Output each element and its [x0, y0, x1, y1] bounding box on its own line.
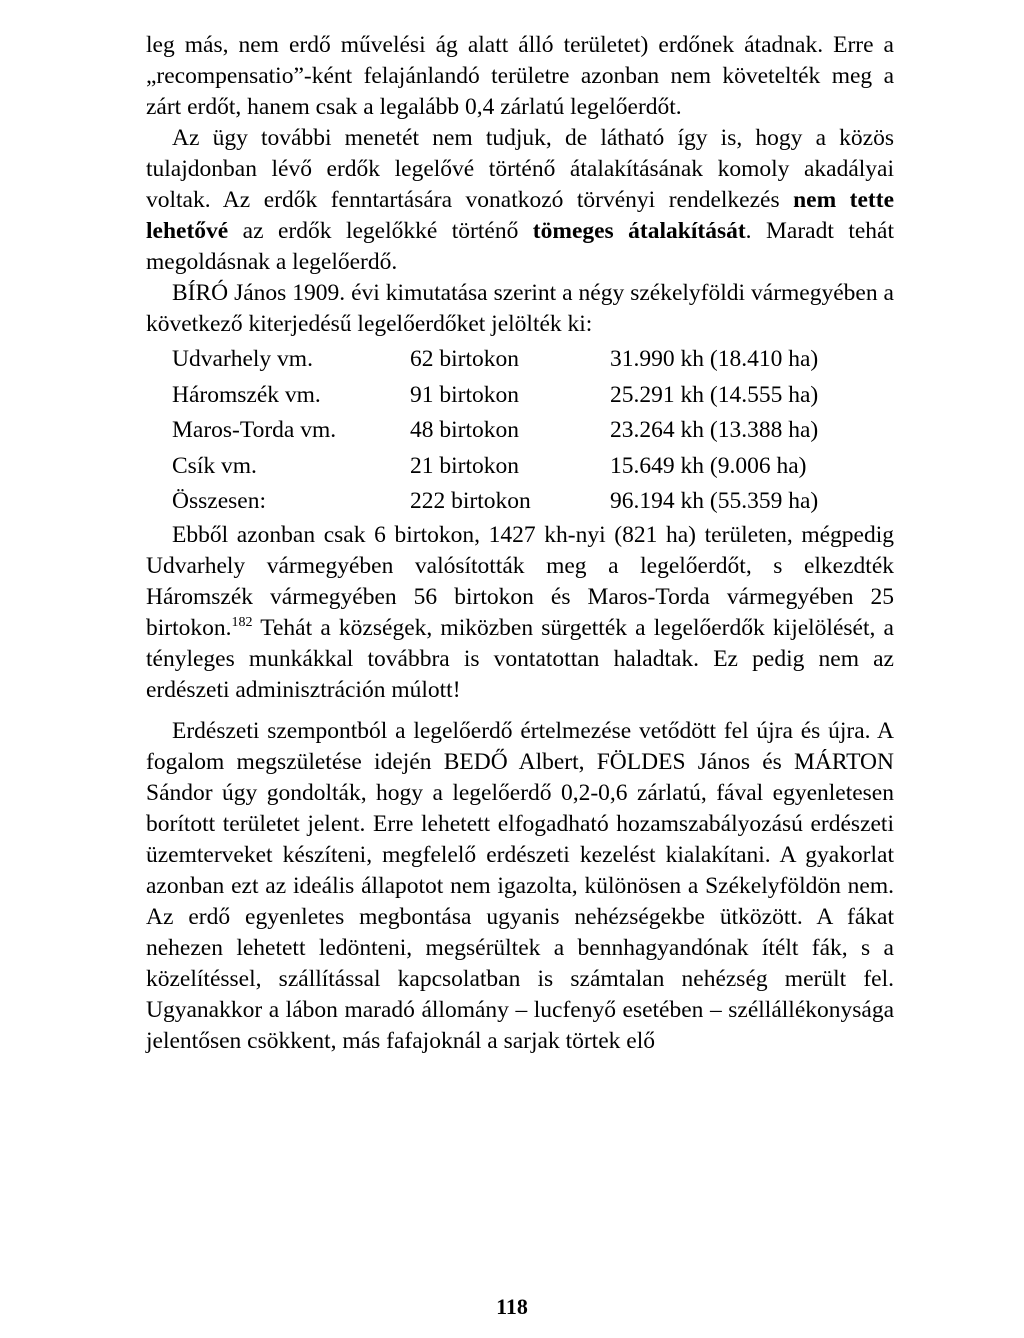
- paragraph-2-bold-2: tömeges átalakítását: [532, 218, 746, 244]
- county-name: Csík vm.: [172, 452, 257, 479]
- area-value: 96.194 kh (55.359 ha): [610, 488, 819, 514]
- table-row: [172, 342, 818, 378]
- area-value: 25.291 kh (14.555 ha): [610, 381, 819, 408]
- estate-count: 222 birtokon: [410, 488, 531, 514]
- area-value: 31.990 kh (18.410 ha): [610, 346, 819, 372]
- footnote-marker: 182: [231, 614, 253, 630]
- page-number: 118: [496, 1294, 528, 1319]
- paragraph-spacer: [146, 706, 894, 716]
- page-body: [146, 30, 894, 1057]
- paragraph-1: leg más, nem erdő művelési ág alatt álló területet) erdőnek átadnak. Erre a „recompensatio”-ként felajánlandó területre azonban nem követelték meg a zárt erdőt, hanem csak a legalább 0,4 zárlatú legelőerdőt.: [146, 32, 894, 120]
- paragraph-5: Erdészeti szempontból a legelőerdő értelmezése vetődött fel újra és újra. A fogalom megszületése idején BEDŐ Albert, FÖLDES János és MÁRTON Sándor úgy gondolták, hogy a legelőerdő 0,2-0,6 zárlatú, fával egyenletesen borított területet jelent. Erre lehetett elfogadható hozamszabályozású erdészeti üzemterveket készíteni, megfelelő erdészeti kezelést kialakítani. A gyakorlat azonban ezt az ideális állapotot nem igazolta, különösen a Székelyföldön nem. Az erdő egyenletes megbontása ugyanis nehézségekbe ütközött. A fákat nehezen lehetett ledönteni, megsérültek a bennhagyandónak ítélt fák, s a közelítéssel, szállítással kapcsolatban is számtalan nehézség merült fel. Ugyanakkor a lábon maradó állomány – lucfenyő esetében – széllállékonysága jelentősen csökkent, más fafajoknál a sarjak törtek elő: [146, 717, 894, 1054]
- table-row: [172, 449, 818, 485]
- estate-count: 21 birtokon: [410, 452, 520, 479]
- table-row-total: [172, 484, 818, 520]
- estate-count: 48 birtokon: [410, 417, 520, 443]
- paragraph-2: [146, 123, 894, 278]
- paragraph-2-text-c: az erdők legelőkké történő: [228, 218, 533, 244]
- paragraph-4: [146, 520, 894, 706]
- paragraph-3: BÍRÓ János 1909. évi kimutatása szerint a négy székelyföldi vármegyében a következő kiterjedésű legelőerdőket jelölték ki:: [146, 280, 894, 337]
- estate-count: 91 birtokon: [410, 381, 520, 408]
- paragraph-4-text-b: Tehát a községek, miközben sürgették a legelőerdők kijelölését, a tényleges munkákkal továbbra is vontatottan haladtak. Ez pedig nem az erdészeti adminisztráción múlott!: [146, 614, 894, 703]
- paragraph-2-text-a: Az ügy további menetét nem tudjuk, de látható így is, hogy a közös tulajdonban lévő erdők legelővé történő átalakításának komoly akadályai voltak. Az erdők fenntartására vonatkozó törvényi rendelkezés: [146, 125, 894, 213]
- paragraph-4-text-a: Ebből azonban csak 6 birtokon, 1427 kh-nyi (821 ha) területen, mégpedig Udvarhely vármegyében valósították meg a legelőerdőt, s elkezdték Háromszék vármegyében 56 birtokon és Maros-Torda vármegyében 25 birtokon.: [146, 521, 894, 641]
- county-name: Maros-Torda vm.: [172, 417, 337, 443]
- estate-count: 62 birtokon: [410, 346, 520, 372]
- total-label: Összesen:: [172, 488, 266, 514]
- area-value: 15.649 kh (9.006 ha): [610, 452, 807, 479]
- county-name: Háromszék vm.: [172, 381, 321, 408]
- table-row: [172, 413, 818, 449]
- table-row: [172, 378, 818, 414]
- county-table: [172, 342, 818, 520]
- paragraph-2-text-d: . Maradt tehát megoldásnak a legelőerdő.: [146, 218, 894, 275]
- paragraph-2-bold-1: nem tette lehetővé: [146, 187, 894, 244]
- county-name: Udvarhely vm.: [172, 346, 313, 372]
- area-value: 23.264 kh (13.388 ha): [610, 417, 819, 443]
